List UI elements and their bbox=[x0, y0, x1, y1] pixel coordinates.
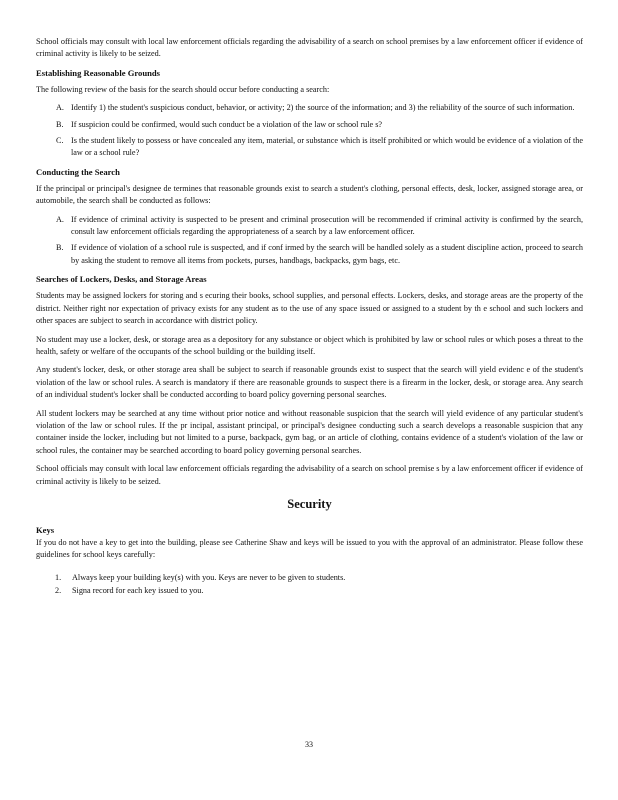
list-item bbox=[36, 572, 583, 584]
establishing-list bbox=[36, 102, 583, 160]
conducting-paragraph: If the principal or principal's designee de termines that reasonable grounds exist to search a student's clothing, personal effects, desk, locker, assigned storage area, or automobile, the search shall be conducted as follows: bbox=[36, 183, 583, 206]
document-page bbox=[36, 36, 583, 599]
list-item bbox=[36, 135, 583, 160]
list-item bbox=[36, 242, 583, 267]
list-marker: 2. bbox=[55, 586, 62, 596]
intro-paragraph: School officials may consult with local law enforcement officials regarding the advisability of a search on school premises by a law enforcement officer if evidence of criminal activity is likely to be seized. bbox=[36, 37, 583, 59]
list-item-text: If evidence of criminal activity is suspected to be present and criminal prosecution will be recommended if criminal activity is confirmed by the search, consult law enforcement officials regarding the appropriateness of a search by a law enforcement officer. bbox=[71, 214, 583, 237]
section-heading-lockers: Searches of Lockers, Desks, and Storage Areas bbox=[36, 274, 207, 285]
list-marker: C. bbox=[56, 136, 64, 146]
list-marker: 1. bbox=[55, 572, 62, 582]
list-marker: B. bbox=[56, 119, 64, 129]
keys-heading: Keys bbox=[36, 524, 55, 535]
lockers-paragraph: Any student's locker, desk, or other storage area shall be subject to search if reasonable grounds exist to suspect that the search will yield evidenc e of the student's violation of the law or school rules. A search is mandatory if there are reasonable grounds to suspect there is a firearm in the locker, desk, or storage area. Any search of an individual student's locker shall be conducted according to board policy governing personal searches. bbox=[36, 365, 583, 400]
page-number: 33 bbox=[305, 740, 313, 749]
list-marker: B. bbox=[56, 243, 64, 253]
section-heading-conducting: Conducting the Search bbox=[36, 166, 120, 177]
establishing-paragraph: The following review of the basis for the search should occur before conducting a search: bbox=[36, 84, 330, 94]
lockers-paragraph: Students may be assigned lockers for storing and s ecuring their books, school supplies, and personal effects. Lockers, desks, and storage areas are the property of the district. Neither right nor expectation of privacy exists for any student as to the use of any space issued or assigned to a student by th e school and such lockers and other spaces are subject to search in accordance with district policy. bbox=[36, 291, 583, 326]
list-item-text: Is the student likely to possess or have concealed any item, material, or substance which is itself prohibited or which would be evidence of a violation of the law or a school rule? bbox=[71, 136, 583, 158]
list-item-text: If suspicion could be confirmed, would such conduct be a violation of the law or school rule s? bbox=[71, 119, 383, 129]
section-heading-establishing: Establishing Reasonable Grounds bbox=[36, 67, 161, 78]
list-item-text: Signa record for each key issued to you. bbox=[72, 586, 204, 596]
lockers-paragraph: No student may use a locker, desk, or storage area as a depository for any substance or object which is prohibited by law or school rules or which poses a threat to the health, safety or welfare of the occupants of the school building or the building itself. bbox=[36, 334, 583, 356]
list-item bbox=[36, 214, 583, 239]
list-marker: A. bbox=[56, 214, 64, 224]
lockers-paragraph: All student lockers may be searched at any time without prior notice and without reasonable suspicion that the search will yield evidence of any particular student's violation of the law or school rules. If the pr incipal, assistant principal, or principal's designee conducting such a search develops a reasonable suspicion that any container inside the locker, including but not limited to a purse, backpack, gym bag, or an article of clothing, contains evidence of a student's violation of the law or school rules, the container may be searched according to board policy governing personal searches. bbox=[36, 408, 583, 455]
list-item-text: Always keep your building key(s) with you. Keys are never to be given to students. bbox=[72, 572, 346, 582]
lockers-paragraph: School officials may consult with local law enforcement officials regarding the advisability of a search on school premise s by a law enforcement officer if evidence of criminal activity is likely to be seized. bbox=[36, 464, 584, 486]
keys-list bbox=[36, 572, 583, 598]
list-marker: A. bbox=[56, 103, 64, 113]
list-item-text: Identify 1) the student's suspicious conduct, behavior, or activity; 2) the source of the information; and 3) the reliability of the source of such information. bbox=[71, 103, 575, 113]
list-item bbox=[36, 119, 583, 131]
conducting-list bbox=[36, 214, 583, 268]
security-title: Security bbox=[287, 496, 332, 511]
list-item bbox=[36, 585, 583, 597]
keys-paragraph: If you do not have a key to get into the building, please see Catherine Shaw and keys will be issued to you with the approval of an administrator. Please follow these guidelines for school keys carefully: bbox=[36, 537, 583, 560]
list-item-text: If evidence of violation of a school rule is suspected, and if conf irmed by the search will be handled solely as a student discipline action, proceed to search by asking the student to remove all items from pockets, purses, handbags, backpacks, gym bags, etc. bbox=[71, 243, 583, 265]
list-item bbox=[36, 102, 583, 114]
